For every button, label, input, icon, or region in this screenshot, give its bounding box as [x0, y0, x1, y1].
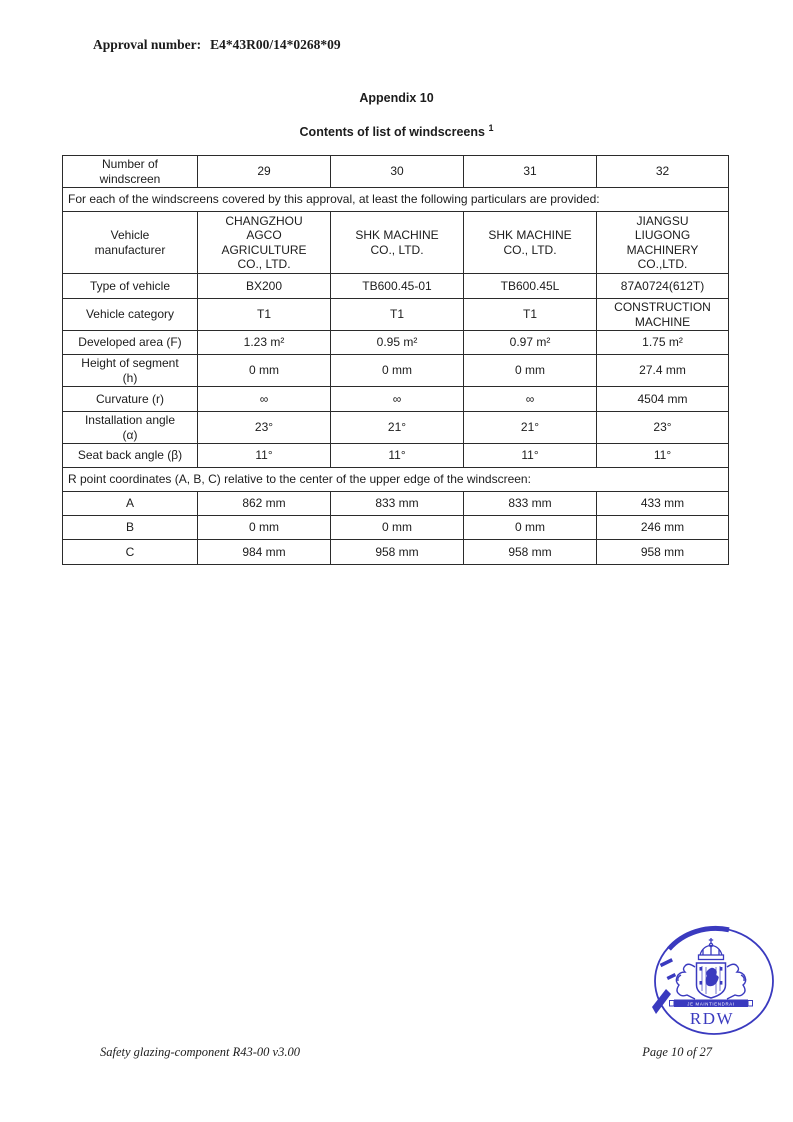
cell-type-31: TB600.45L: [464, 274, 597, 299]
table-row-rpoint-c: [63, 540, 729, 565]
row-label-line1: Vehicle: [110, 228, 150, 242]
row-label-line1: Number of: [101, 157, 159, 171]
intro-text: For each of the windscreens covered by this approval, at least the following particulars are provided:: [63, 188, 729, 212]
page-title: [0, 123, 793, 139]
row-label-line2: (α): [122, 427, 138, 442]
row-label: Vehicle category: [63, 299, 198, 331]
cell-windscreen-32: 32: [597, 156, 729, 188]
cell-windscreen-31: 31: [464, 156, 597, 188]
cell-category-32: CONSTRUCTION MACHINE: [597, 299, 729, 331]
cell-area-30: 0.95 m²: [331, 331, 464, 355]
row-label: Developed area (F): [63, 331, 198, 355]
cell-b-31: 0 mm: [464, 516, 597, 540]
row-label: B: [63, 516, 198, 540]
cell-manufacturer-32: JIANGSU LIUGONG MACHINERY CO.,LTD.: [597, 212, 729, 274]
row-label: Seat back angle (β): [63, 444, 198, 468]
footnote-marker: 1: [488, 123, 494, 133]
cell-type-32: 87A0724(612T): [597, 274, 729, 299]
cell-height-29: 0 mm: [198, 355, 331, 387]
table-row-vehicle-manufacturer: [63, 212, 729, 274]
cell-manufacturer-30: SHK MACHINE CO., LTD.: [331, 212, 464, 274]
cell-seat-angle-30: 11°: [331, 444, 464, 468]
cell-seat-angle-32: 11°: [597, 444, 729, 468]
cell-c-31: 958 mm: [464, 540, 597, 565]
cell-category-30: T1: [331, 299, 464, 331]
cell-curvature-30: ∞: [331, 387, 464, 412]
cell-b-32: 246 mm: [597, 516, 729, 540]
cell-c-30: 958 mm: [331, 540, 464, 565]
cell-category-31: T1: [464, 299, 597, 331]
row-label: C: [63, 540, 198, 565]
cell-a-31: 833 mm: [464, 492, 597, 516]
cell-a-29: 862 mm: [198, 492, 331, 516]
table-row-type-of-vehicle: [63, 274, 729, 299]
cell-c-29: 984 mm: [198, 540, 331, 565]
cell-install-angle-32: 23°: [597, 412, 729, 444]
cell-area-31: 0.97 m²: [464, 331, 597, 355]
rdw-stamp-graphic: [652, 925, 776, 1039]
lion-supporter-left-icon: [676, 964, 695, 999]
lion-supporter-right-icon: [727, 964, 746, 999]
row-label: [63, 212, 198, 274]
stamp-banner: [670, 1000, 753, 1008]
stamp-motto-text: JE MAINTIENDRAI: [687, 1001, 735, 1007]
cell-category-29: T1: [198, 299, 331, 331]
cell-manufacturer-29: CHANGZHOU AGCO AGRICULTURE CO., LTD.: [198, 212, 331, 274]
cell-curvature-29: ∞: [198, 387, 331, 412]
row-label: Curvature (r): [63, 387, 198, 412]
cell-seat-angle-29: 11°: [198, 444, 331, 468]
row-label-line2: manufacturer: [94, 242, 166, 257]
cell-area-32: 1.75 m²: [597, 331, 729, 355]
table-row-curvature: [63, 387, 729, 412]
table-row-installation-angle: [63, 412, 729, 444]
cell-type-30: TB600.45-01: [331, 274, 464, 299]
cell-height-30: 0 mm: [331, 355, 464, 387]
cell-windscreen-29: 29: [198, 156, 331, 188]
table-row-developed-area: [63, 331, 729, 355]
windscreen-table: [62, 155, 729, 565]
rdw-stamp: [652, 925, 776, 1039]
approval-number: [93, 37, 341, 53]
cell-manufacturer-31: SHK MACHINE CO., LTD.: [464, 212, 597, 274]
cell-type-29: BX200: [198, 274, 331, 299]
cell-area-29: 1.23 m²: [198, 331, 331, 355]
row-label-line2: (h): [122, 370, 138, 385]
table-row-vehicle-category: [63, 299, 729, 331]
cell-b-29: 0 mm: [198, 516, 331, 540]
cell-windscreen-30: 30: [331, 156, 464, 188]
cell-height-32: 27.4 mm: [597, 355, 729, 387]
footer-page-number: Page 10 of 27: [642, 1045, 712, 1059]
table-row-rpoint-a: [63, 492, 729, 516]
table-row-seat-back-angle: [63, 444, 729, 468]
footer-document-id: Safety glazing-component R43-00 v3.00: [100, 1045, 300, 1059]
table-row-rpoint-b: [63, 516, 729, 540]
row-label-line2: windscreen: [99, 171, 161, 186]
stamp-org-text: RDW: [689, 1009, 735, 1028]
approval-number-value: E4*43R00/14*0268*09: [210, 37, 341, 52]
table-row-intro: [63, 188, 729, 212]
rpoint-intro-text: R point coordinates (A, B, C) relative to the center of the upper edge of the windscreen:: [63, 468, 729, 492]
table-row-number-of-windscreen: [63, 156, 729, 188]
shield-lion-icon: [700, 967, 723, 986]
approval-number-label: Approval number:: [93, 37, 202, 52]
cell-a-30: 833 mm: [331, 492, 464, 516]
cell-b-30: 0 mm: [331, 516, 464, 540]
cell-curvature-31: ∞: [464, 387, 597, 412]
page-title-text: Contents of list of windscreens: [299, 125, 485, 140]
row-label-line1: Height of segment: [81, 356, 179, 370]
cell-install-angle-29: 23°: [198, 412, 331, 444]
crown-icon: [699, 938, 724, 960]
row-label: Type of vehicle: [63, 274, 198, 299]
cell-install-angle-31: 21°: [464, 412, 597, 444]
cell-height-31: 0 mm: [464, 355, 597, 387]
row-label: [63, 156, 198, 188]
table-row-height-of-segment: [63, 355, 729, 387]
row-label: [63, 355, 198, 387]
cell-a-32: 433 mm: [597, 492, 729, 516]
appendix-title: Appendix 10: [359, 91, 434, 105]
cell-curvature-32: 4504 mm: [597, 387, 729, 412]
cell-seat-angle-31: 11°: [464, 444, 597, 468]
cell-install-angle-30: 21°: [331, 412, 464, 444]
row-label: A: [63, 492, 198, 516]
row-label: [63, 412, 198, 444]
row-label-line1: Installation angle: [84, 413, 176, 427]
cell-c-32: 958 mm: [597, 540, 729, 565]
table-row-rpoint-intro: [63, 468, 729, 492]
